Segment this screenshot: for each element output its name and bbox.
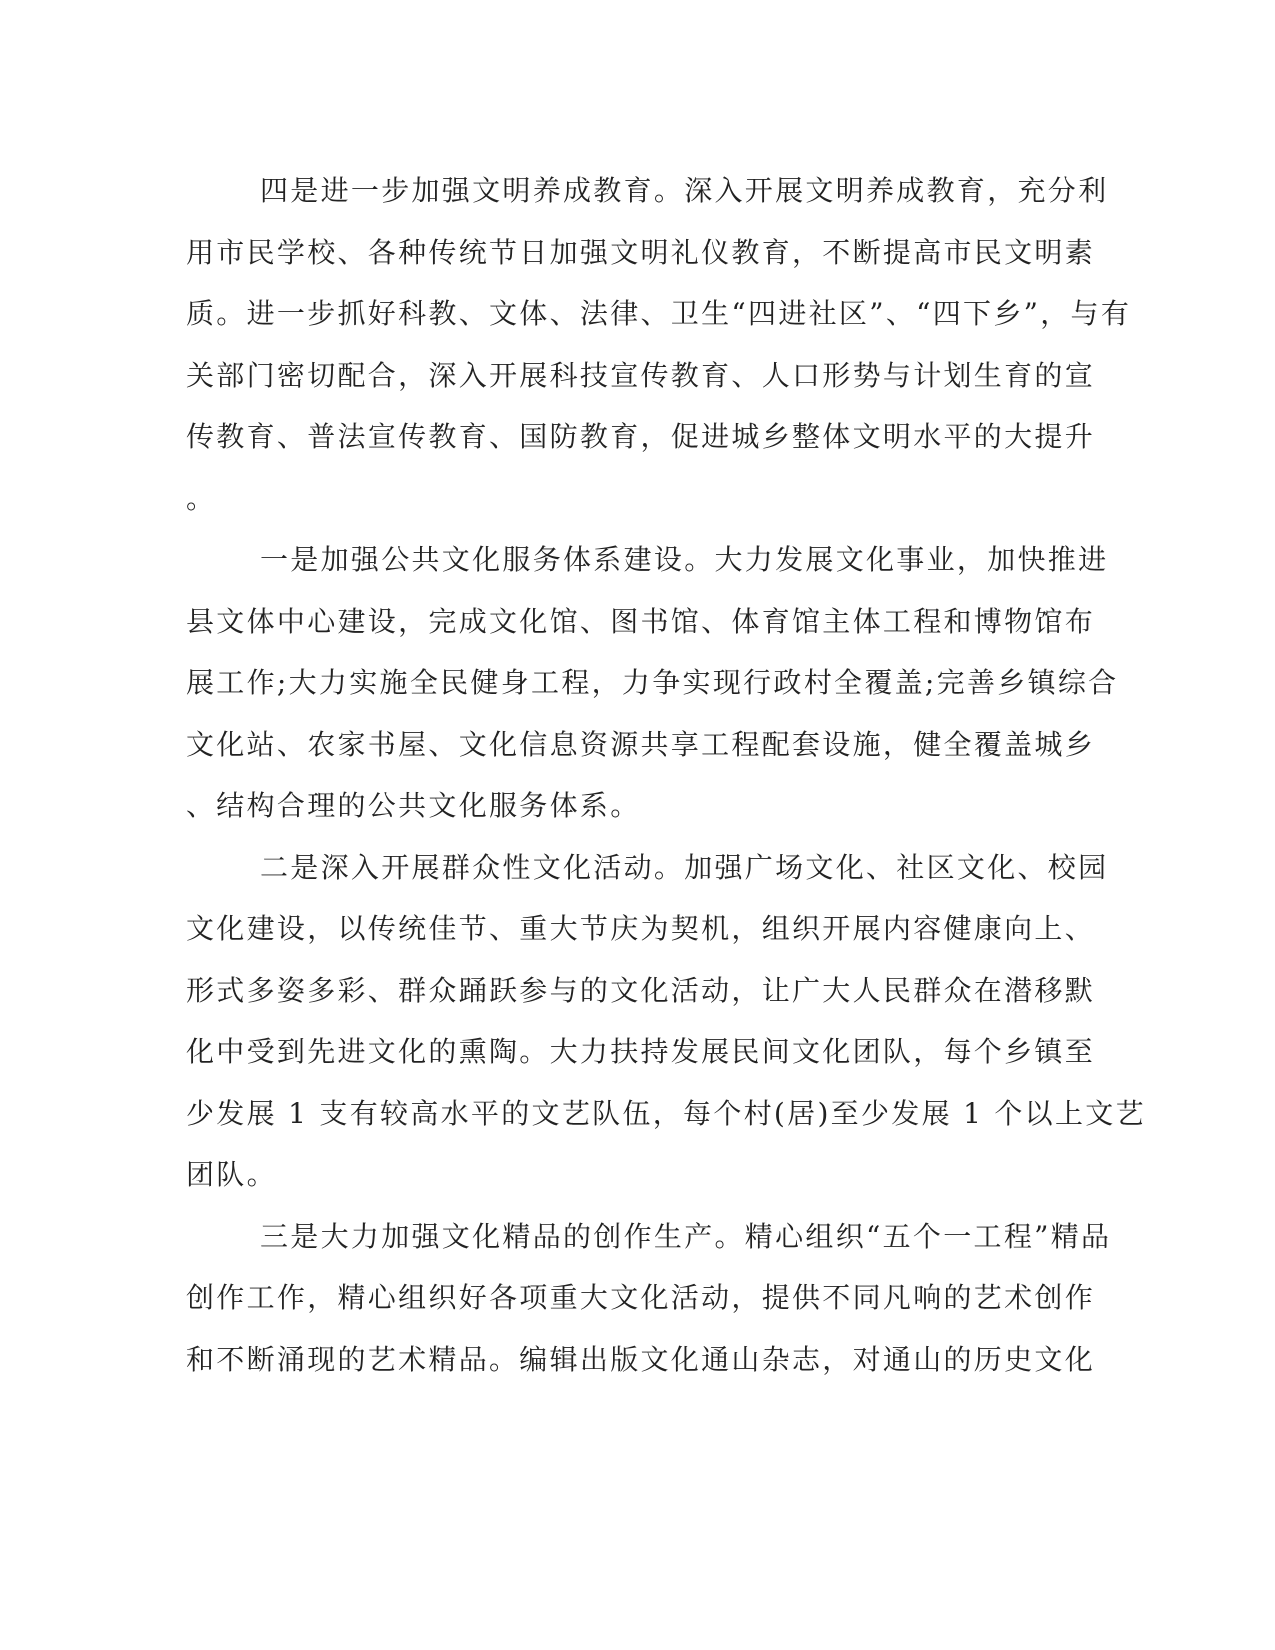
paragraph-line: 少发展 1 支有较高水平的文艺队伍，每个村(居)至少发展 1 个以上文艺: [186, 1096, 1146, 1130]
paragraph-line: 三是大力加强文化精品的创作生产。精心组织“五个一工程”精品: [260, 1219, 1112, 1253]
paragraph-line: 关部门密切配合，深入开展科技宣传教育、人口形势与计划生育的宣: [186, 358, 1096, 392]
paragraph-4-civility-education: [186, 160, 1132, 529]
paragraph-line: 传教育、普法宣传教育、国防教育，促进城乡整体文明水平的大提升: [186, 420, 1096, 453]
paragraph-line: 形式多姿多彩、群众踊跃参与的文化活动，让广大人民群众在潜移默: [186, 973, 1096, 1007]
paragraph-line: 二是深入开展群众性文化活动。加强广场文化、社区文化、校园: [260, 850, 1109, 884]
paragraph-line: 、结构合理的公共文化服务体系。: [186, 789, 641, 822]
paragraph-line: 展工作;大力实施全民健身工程，力争实现行政村全覆盖;完善乡镇综合: [186, 666, 1119, 699]
paragraph-line: 质。进一步抓好科教、文体、法律、卫生“四进社区”、“四下乡”，与有: [186, 297, 1132, 330]
paragraph-line: 一是加强公共文化服务体系建设。大力发展文化事业，加快推进: [260, 543, 1109, 576]
paragraph-line: 县文体中心建设，完成文化馆、图书馆、体育馆主体工程和博物馆布: [186, 604, 1096, 638]
document-body: [186, 160, 1146, 1390]
paragraph-2-mass-cultural-activities: [186, 837, 1146, 1206]
paragraph-line: 化中受到先进文化的熏陶。大力扶持发展民间文化团队，每个乡镇至: [186, 1035, 1096, 1068]
paragraph-line: 文化站、农家书屋、文化信息资源共享工程配套设施，健全覆盖城乡: [186, 727, 1096, 761]
paragraph-line: 创作工作，精心组织好各项重大文化活动，提供不同凡响的艺术创作: [186, 1281, 1096, 1314]
paragraph-line: 。: [186, 481, 217, 515]
paragraph-line: 和不断涌现的艺术精品。编辑出版文化通山杂志，对通山的历史文化: [186, 1342, 1096, 1376]
paragraph-line: 用市民学校、各种传统节日加强文明礼仪教育，不断提高市民文明素: [186, 235, 1096, 269]
paragraph-3-cultural-masterpieces: [186, 1206, 1112, 1391]
paragraph-1-public-culture-service: [186, 529, 1119, 837]
paragraph-line: 四是进一步加强文明养成教育。深入开展文明养成教育，充分利: [260, 174, 1109, 207]
paragraph-line: 团队。: [186, 1158, 277, 1191]
paragraph-line: 文化建设，以传统佳节、重大节庆为契机，组织开展内容健康向上、: [186, 912, 1096, 945]
